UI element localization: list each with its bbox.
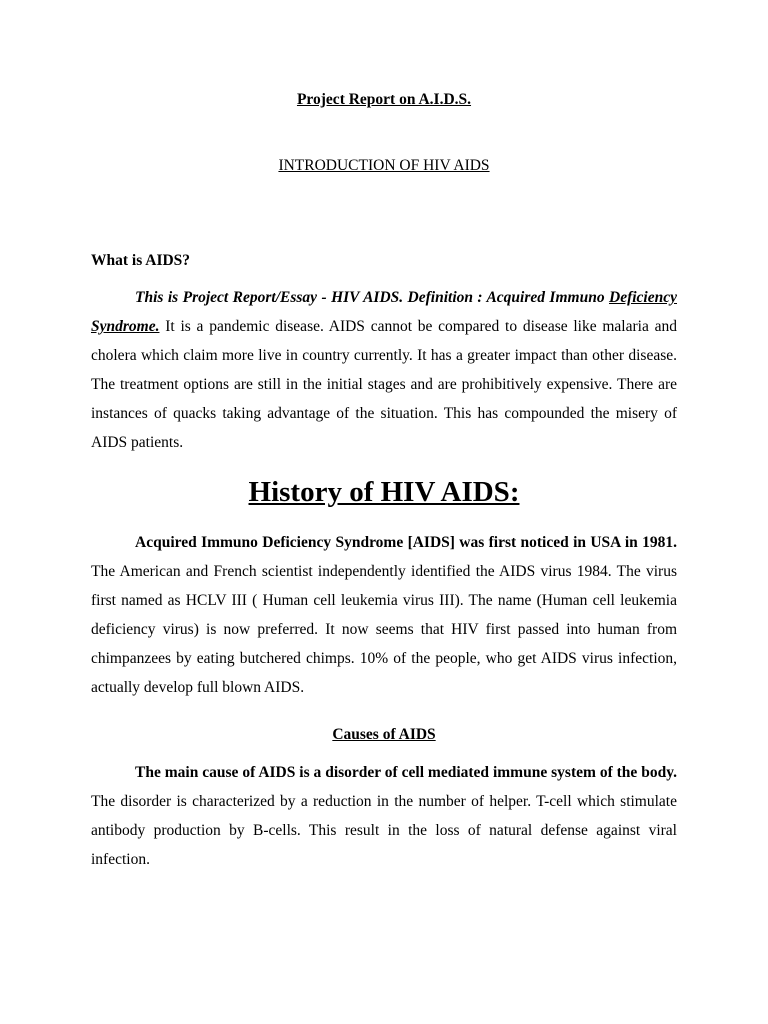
history-lead: Acquired Immuno Deficiency Syndrome [AIDS] was first noticed in USA in 1981.: [135, 534, 677, 551]
definition-lead-underlined: Deficiency Syndrome.: [91, 289, 677, 335]
causes-heading: Causes of AIDS: [332, 726, 436, 743]
definition-lead-text: This is Project Report/Essay - HIV AIDS. Definition : Acquired Immuno: [135, 289, 609, 306]
history-heading: History of HIV AIDS:: [248, 476, 520, 508]
introduction-heading: INTRODUCTION OF HIV AIDS: [278, 157, 490, 174]
what-is-aids-heading: What is AIDS?: [91, 252, 191, 269]
causes-body: The disorder is characterized by a reduction in the number of helper. T-cell which stimulate antibody production by B-cells. This result in the loss of natural defense against viral infection.: [91, 793, 677, 868]
definition-body: It is a pandemic disease. AIDS cannot be compared to disease like malaria and cholera which claim more live in country currently. It has a greater impact than other disease. The treatment options are still in the initial stages and are prohibitively expensive. There are instances of quacks taking advantage of the situation. This has compounded the misery of AIDS patients.: [91, 318, 677, 451]
document-title: Project Report on A.I.D.S.: [296, 91, 472, 108]
history-body: The American and French scientist independently identified the AIDS virus 1984. The virus first named as HCLV III ( Human cell leukemia virus III). The name (Human cell leukemia deficiency virus) is now preferred. It now seems that HIV first passed into human from chimpanzees by eating butchered chimps. 10% of the people, who get AIDS virus infection, actually develop full blown AIDS.: [91, 563, 677, 696]
history-paragraph: [91, 528, 677, 702]
definition-paragraph: [91, 283, 677, 457]
causes-paragraph: [91, 758, 677, 874]
causes-lead: The main cause of AIDS is a disorder of cell mediated immune system of the body.: [135, 764, 677, 781]
